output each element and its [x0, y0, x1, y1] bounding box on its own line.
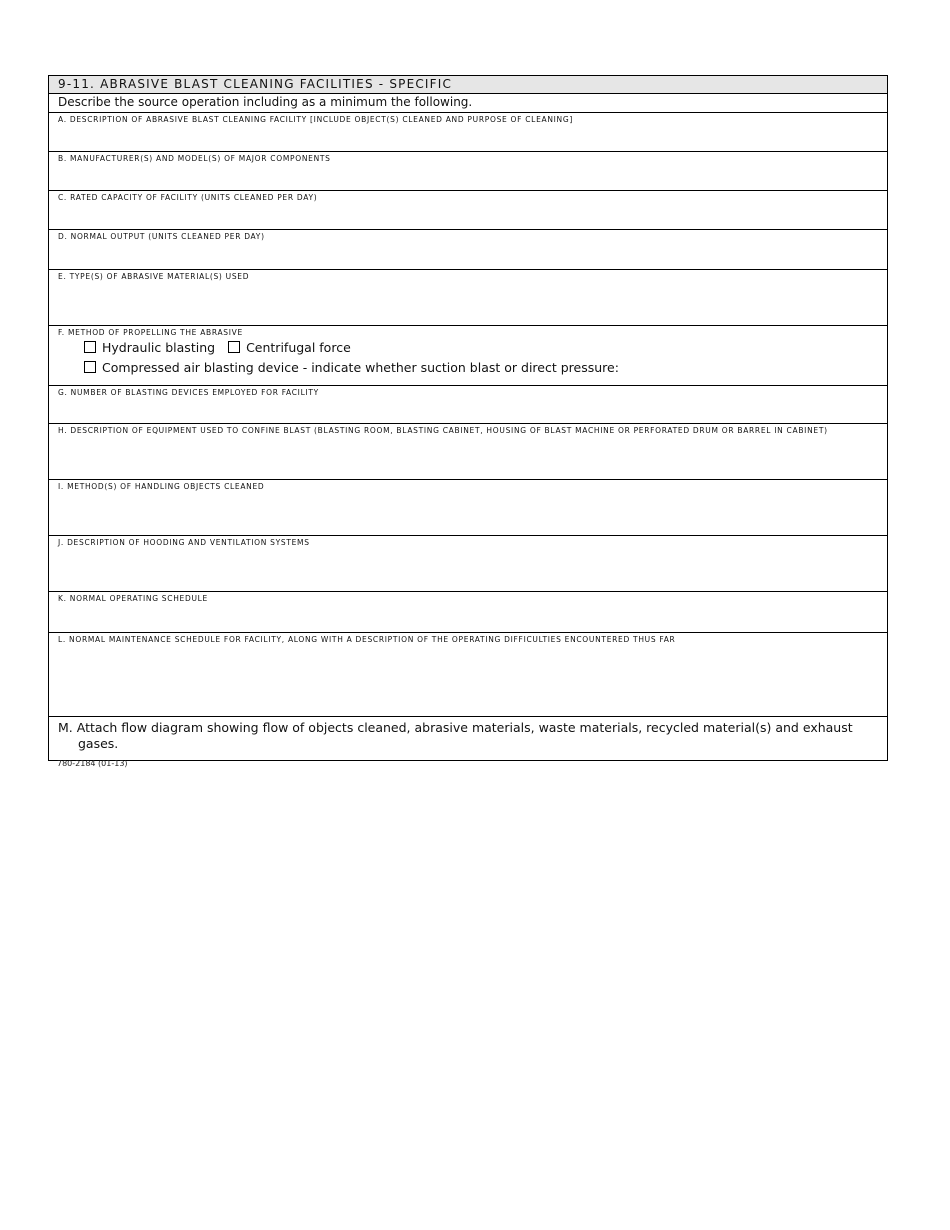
field-b-label: B. MANUFACTURER(S) AND MODEL(S) OF MAJOR COMPONENTS: [58, 154, 331, 163]
field-k-label: K. NORMAL OPERATING SCHEDULE: [58, 594, 208, 603]
attach-flow-diagram-note: M. Attach flow diagram showing flow of objects cleaned, abrasive materials, waste materials, recycled material(s) and exhaust gases.: [58, 720, 853, 751]
intro-text: Describe the source operation including as a minimum the following.: [49, 94, 887, 113]
centrifugal-checkbox[interactable]: [228, 341, 240, 353]
field-i-label: I. METHOD(S) OF HANDLING OBJECTS CLEANED: [58, 482, 265, 491]
hydraulic-label: Hydraulic blasting: [102, 339, 216, 355]
field-i[interactable]: [49, 480, 887, 536]
field-d[interactable]: [49, 230, 887, 270]
field-h[interactable]: [49, 424, 887, 480]
field-b[interactable]: [49, 152, 887, 191]
centrifugal-label: Centrifugal force: [246, 339, 351, 355]
field-c-label: C. RATED CAPACITY OF FACILITY (UNITS CLEANED PER DAY): [58, 193, 318, 202]
compressed-air-label: Compressed air blasting device - indicate whether suction blast or direct pressure:: [102, 359, 619, 375]
field-f: [49, 326, 887, 386]
field-l-label: L. NORMAL MAINTENANCE SCHEDULE FOR FACILITY, ALONG WITH A DESCRIPTION OF THE OPERATING DIFFICULTIES ENCOUNTERED THUS FAR: [58, 635, 676, 644]
field-c[interactable]: [49, 191, 887, 230]
field-f-label: F. METHOD OF PROPELLING THE ABRASIVE: [58, 328, 243, 337]
field-g-label: G. NUMBER OF BLASTING DEVICES EMPLOYED FOR FACILITY: [58, 388, 319, 397]
abrasive-blast-form: [48, 75, 888, 761]
section-title: 9-11. ABRASIVE BLAST CLEANING FACILITIES - SPECIFIC: [49, 76, 887, 94]
field-a[interactable]: [49, 113, 887, 152]
form-number: 780-2184 (01-13): [57, 759, 128, 768]
hydraulic-checkbox[interactable]: [84, 341, 96, 353]
field-d-label: D. NORMAL OUTPUT (UNITS CLEANED PER DAY): [58, 232, 265, 241]
propelling-line-2: [49, 357, 887, 377]
field-k[interactable]: [49, 592, 887, 633]
field-m: [49, 717, 887, 760]
field-j-label: J. DESCRIPTION OF HOODING AND VENTILATION SYSTEMS: [58, 538, 310, 547]
field-h-label: H. DESCRIPTION OF EQUIPMENT USED TO CONFINE BLAST (BLASTING ROOM, BLASTING CABINET, HOUSING OF BLAST MACHINE OR PERFORATED DRUM OR BARREL IN CABINET): [58, 426, 828, 435]
field-g[interactable]: [49, 386, 887, 424]
compressed-air-checkbox[interactable]: [84, 361, 96, 373]
propelling-line-1: [49, 337, 887, 357]
field-l[interactable]: [49, 633, 887, 717]
field-e[interactable]: [49, 270, 887, 326]
field-a-label: A. DESCRIPTION OF ABRASIVE BLAST CLEANING FACILITY [INCLUDE OBJECT(S) CLEANED AND PURPOSE OF CLEANING]: [58, 115, 574, 124]
field-j[interactable]: [49, 536, 887, 592]
field-e-label: E. TYPE(S) OF ABRASIVE MATERIAL(S) USED: [58, 272, 250, 281]
